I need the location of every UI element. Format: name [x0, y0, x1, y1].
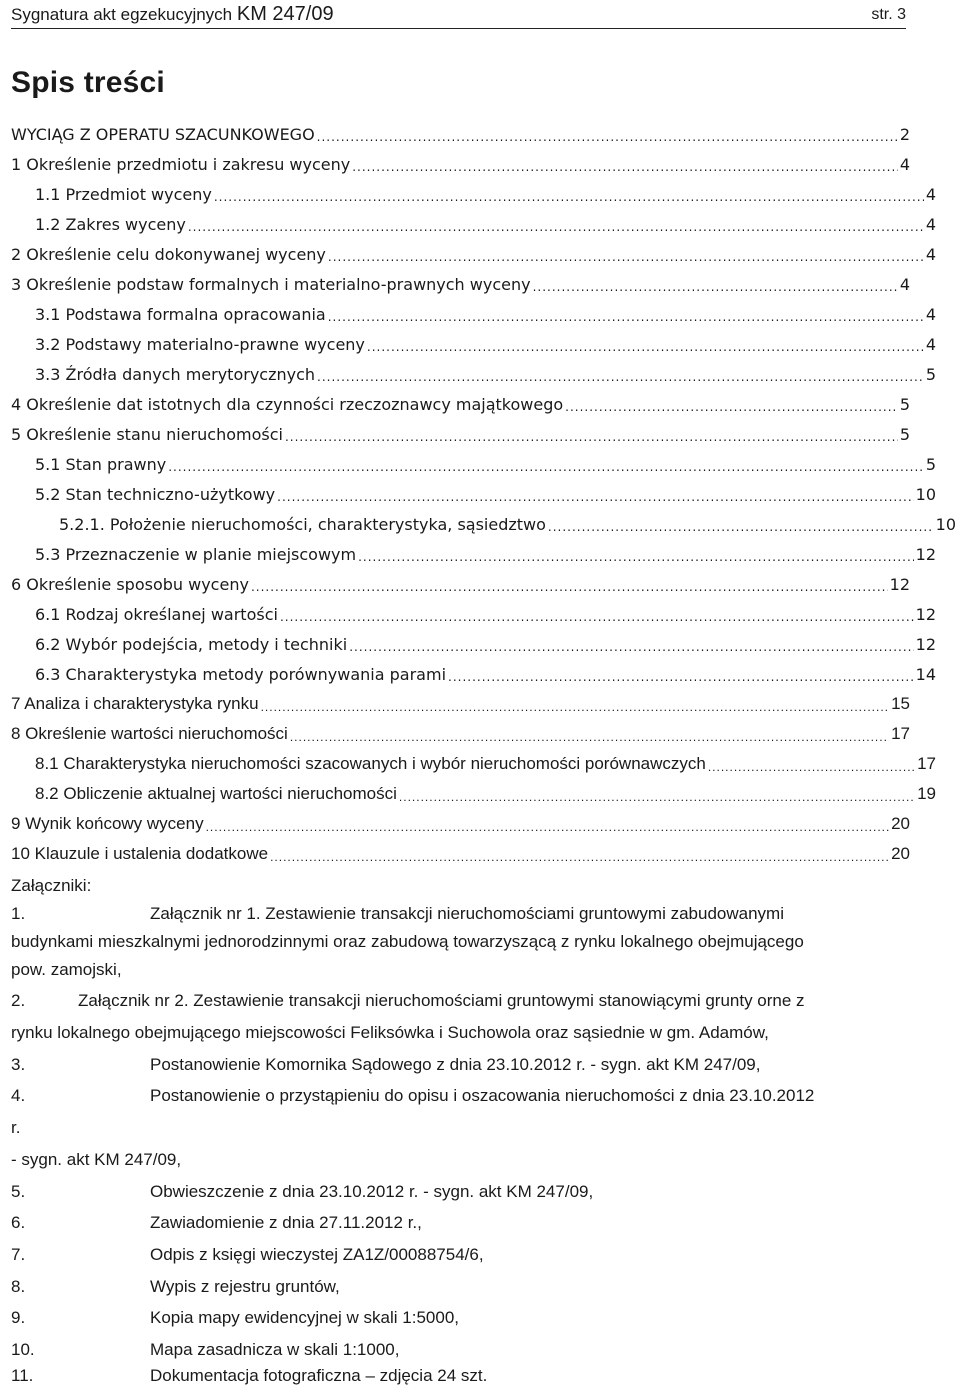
- attachment-text: Mapa zasadnicza w skali 1:1000,: [150, 1340, 400, 1359]
- toc-item[interactable]: 3.2 Podstawy materialno-prawne wyceny ..... 4: [35, 332, 936, 354]
- attachment-text: Postanowienie o przystąpieniu do opisu i oszacowania nieruchomości z dnia 23.10.2012: [150, 1086, 815, 1105]
- attachment-number: 3.: [11, 1055, 26, 1074]
- case-signature: [11, 3, 334, 26]
- attachment-text: Zawiadomienie z dnia 27.11.2012 r.,: [150, 1213, 422, 1232]
- attachment-number: 8.: [11, 1277, 26, 1296]
- toc-item[interactable]: 5.1 Stan prawny ..... 5: [35, 452, 936, 474]
- signature-number: KM 247/09: [236, 3, 334, 25]
- attachment-number: 1.: [11, 904, 26, 923]
- toc-item[interactable]: 6 Określenie sposobu wyceny ..... 12: [11, 572, 910, 594]
- toc-item[interactable]: 8.1 Charakterystyka nieruchomości szacowanych i wybór nieruchomości porównawczych ..... 17: [35, 752, 936, 774]
- toc-item[interactable]: 7 Analiza i charakterystyka rynku ..... 15: [11, 692, 910, 714]
- attachment-number: 4.: [11, 1086, 26, 1105]
- attachments-heading: Załączniki:: [11, 876, 92, 895]
- page-number: str. 3: [871, 6, 906, 23]
- attachment-text: Załącznik nr 1. Zestawienie transakcji nieruchomościami gruntowymi zabudowanymi: [150, 904, 784, 923]
- attachment-text: budynkami mieszkalnymi jednorodzinnymi oraz zabudową towarzyszącą z rynku lokalnego obejmującego: [11, 932, 804, 951]
- page-header: [11, 0, 906, 29]
- toc-item[interactable]: 3.3 Źródła danych merytorycznych ..... 5: [35, 362, 936, 384]
- toc-item[interactable]: 5 Określenie stanu nieruchomości ..... 5: [11, 422, 910, 444]
- attachment-text: Dokumentacja fotograficzna – zdjęcia 24 szt.: [150, 1366, 488, 1385]
- attachment-text: r.: [11, 1118, 21, 1137]
- toc-item[interactable]: 6.3 Charakterystyka metody porównywania parami ..... 14: [35, 662, 936, 684]
- attachment-text: Obwieszczenie z dnia 23.10.2012 r. - sygn. akt KM 247/09,: [150, 1182, 594, 1201]
- signature-label: Sygnatura akt egzekucyjnych: [11, 5, 233, 24]
- toc-item[interactable]: WYCIĄG Z OPERATU SZACUNKOWEGO ..... 2: [11, 122, 910, 144]
- attachment-text: pow. zamojski,: [11, 960, 122, 979]
- attachment-text: Odpis z księgi wieczystej ZA1Z/00088754/6,: [150, 1245, 484, 1264]
- toc-item[interactable]: 6.1 Rodzaj określanej wartości ..... 12: [35, 602, 936, 624]
- toc-item[interactable]: 10 Klauzule i ustalenia dodatkowe ..... 20: [11, 842, 910, 864]
- page-title: Spis treści: [11, 66, 165, 99]
- toc-item[interactable]: 5.2.1. Położenie nieruchomości, charakterystyka, sąsiedztwo ..... 10: [59, 512, 956, 534]
- toc-item[interactable]: 8.2 Obliczenie aktualnej wartości nieruchomości ..... 19: [35, 782, 936, 804]
- attachment-text: rynku lokalnego obejmującego miejscowości Feliksówka i Suchowola oraz sąsiednie w gm. Adamów,: [11, 1023, 769, 1042]
- toc-item[interactable]: 3 Określenie podstaw formalnych i materialno-prawnych wyceny ..... 4: [11, 272, 910, 294]
- attachment-text: - sygn. akt KM 247/09,: [11, 1150, 182, 1169]
- toc-item[interactable]: 4 Określenie dat istotnych dla czynności rzeczoznawcy majątkowego ..... 5: [11, 392, 910, 414]
- attachment-number: 11.: [11, 1366, 34, 1385]
- toc-item[interactable]: 1.1 Przedmiot wyceny ..... 4: [35, 182, 936, 204]
- toc-item[interactable]: 9 Wynik końcowy wyceny ..... 20: [11, 812, 910, 834]
- toc-item[interactable]: 1 Określenie przedmiotu i zakresu wyceny ..... 4: [11, 152, 910, 174]
- toc-item[interactable]: 8 Określenie wartości nieruchomości ..... 17: [11, 722, 910, 744]
- attachment-text: Kopia mapy ewidencyjnej w skali 1:5000,: [150, 1308, 460, 1327]
- toc-item[interactable]: 5.3 Przeznaczenie w planie miejscowym ..... 12: [35, 542, 936, 564]
- attachment-number: 5.: [11, 1182, 26, 1201]
- attachment-number: 10.: [11, 1340, 35, 1359]
- attachment-text: Wypis z rejestru gruntów,: [150, 1277, 340, 1296]
- toc-item[interactable]: 6.2 Wybór podejścia, metody i techniki ..... 12: [35, 632, 936, 654]
- attachment-number: 9.: [11, 1308, 26, 1327]
- attachment-text: Postanowienie Komornika Sądowego z dnia 23.10.2012 r. - sygn. akt KM 247/09,: [150, 1055, 761, 1074]
- toc-item[interactable]: 3.1 Podstawa formalna opracowania ..... 4: [35, 302, 936, 324]
- toc-item[interactable]: 5.2 Stan techniczno-użytkowy ..... 10: [35, 482, 936, 504]
- attachment-number: 2.: [11, 991, 26, 1010]
- attachment-number: 6.: [11, 1213, 26, 1232]
- attachment-number: 7.: [11, 1245, 26, 1264]
- toc-item[interactable]: 1.2 Zakres wyceny ..... 4: [35, 212, 936, 234]
- attachment-text: Załącznik nr 2. Zestawienie transakcji nieruchomościami gruntowymi stanowiącymi grunty orne z: [78, 991, 805, 1010]
- toc-item[interactable]: 2 Określenie celu dokonywanej wyceny ..... 4: [11, 242, 936, 264]
